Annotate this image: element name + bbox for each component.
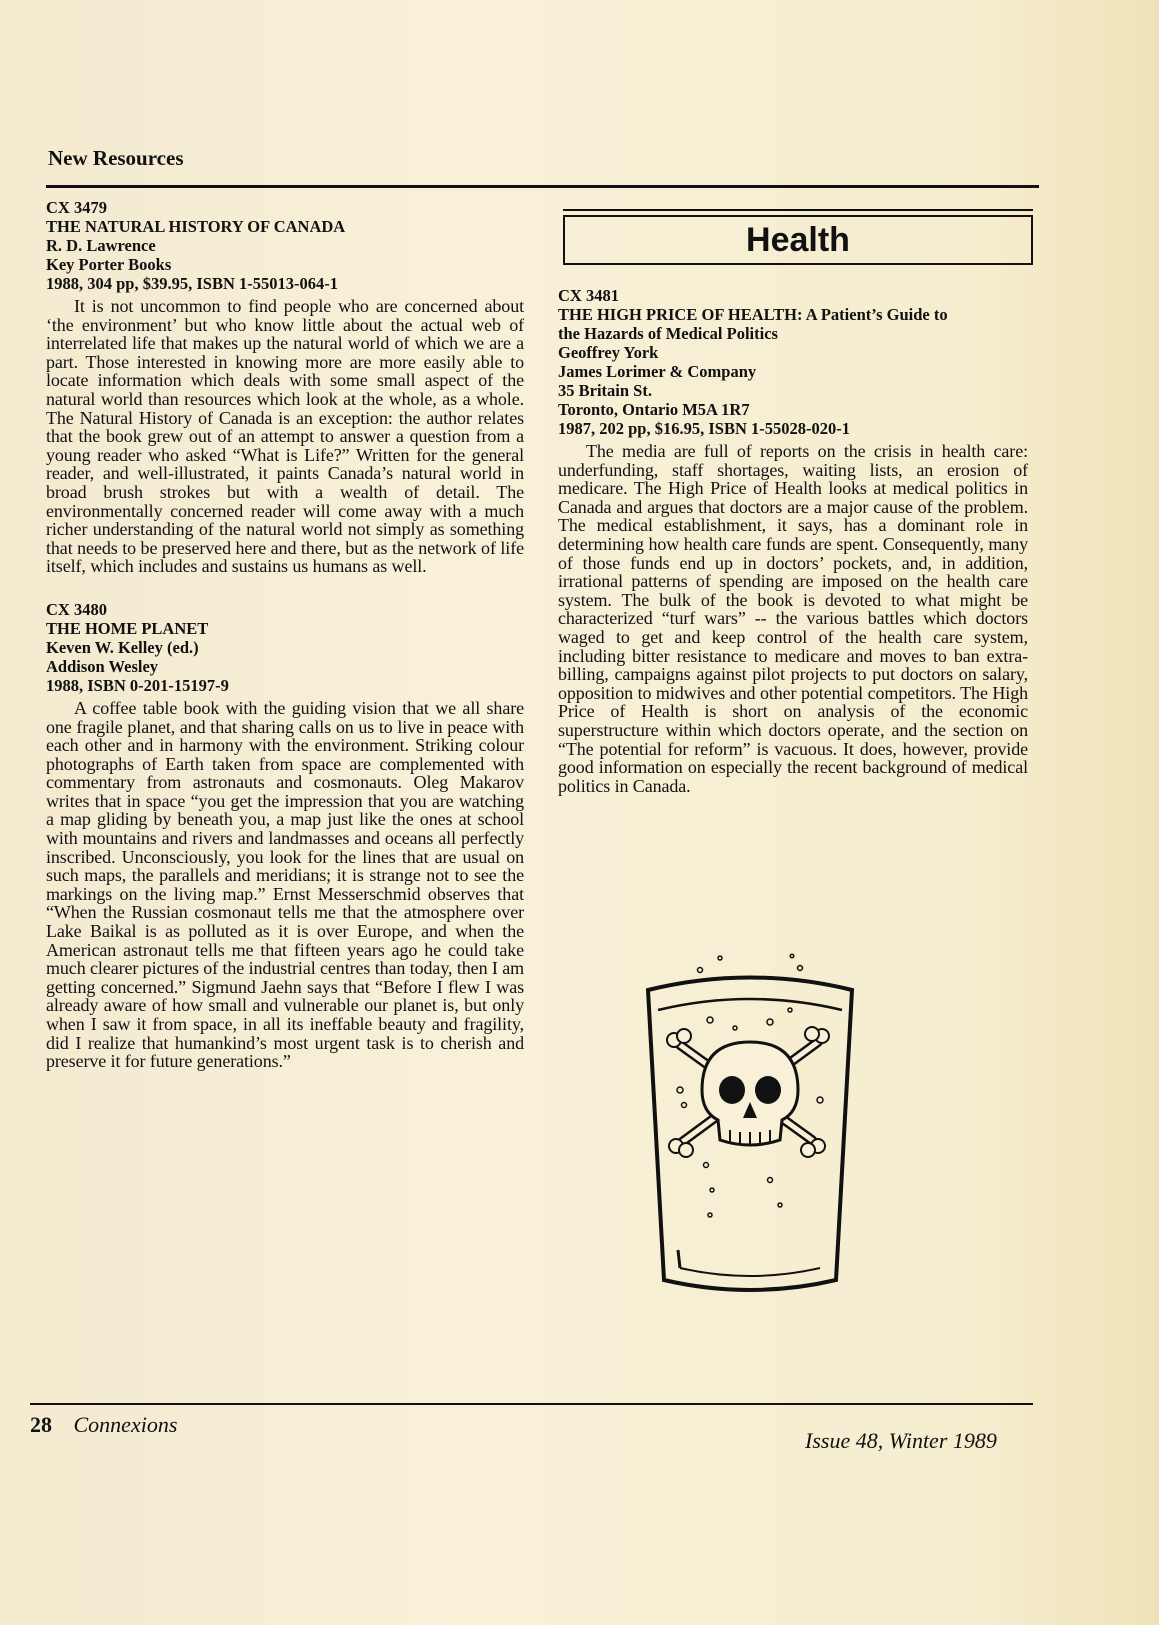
entry-cx3480: [46, 600, 524, 1071]
entry-author: R. D. Lawrence: [46, 236, 156, 255]
entry-title-cont: the Hazards of Medical Politics: [558, 324, 778, 343]
entry-cx3479: [46, 198, 524, 576]
right-column: [558, 286, 1028, 819]
entry-details: 1988, 304 pp, $39.95, ISBN 1-55013-064-1: [46, 274, 338, 293]
top-rule: [46, 185, 1039, 188]
entry-publisher: Key Porter Books: [46, 255, 172, 274]
entry-publisher: James Lorimer & Company: [558, 362, 757, 381]
section-title: New Resources: [48, 146, 184, 170]
footer-left: [30, 1412, 177, 1438]
entry-meta: [558, 286, 1028, 438]
entry-title: THE HIGH PRICE OF HEALTH: A Patient’s Guide to: [558, 305, 948, 324]
bottom-rule: [30, 1403, 1033, 1405]
entry-title: THE HOME PLANET: [46, 618, 209, 638]
entry-author: Keven W. Kelley (ed.): [46, 637, 199, 657]
entry-code: CX 3480: [46, 599, 107, 619]
page-number: 28: [30, 1412, 52, 1437]
entry-title: THE NATURAL HISTORY OF CANADA: [46, 217, 346, 236]
entry-cx3481: [558, 286, 1028, 795]
entry-review: A coffee table book with the guiding vision that we all share one fragile planet, and that sharing calls on us to live in peace with each other and in harmony with the environment. Striking colour photographs of Earth taken from space are complemented with commentary from astronauts and cosmonauts. Oleg Makarov writes that in space “you get the impression that you are watching a map gliding by beneath you, a map just like the ones at school with mountains and rivers and landmasses and oceans all perfectly inscribed. Unconsciously, you look for the lines that are usual on such maps, the parallels and meridians; it is strange not to see the markings on the living map.” Ernst Messerschmid observes that “When the Russian cosmonaut tells me that the atmosphere over Lake Baikal is as polluted as it is over Europe, and when the American astronaut tells me that fifteen years ago he could take much clearer pictures of the industrial centres than today, then I am getting concerned.” Sigmund Jaehn says that “Before I flew I was already aware of how small and vulnerable our planet is, but only when I saw it from space, in all its ineffable beauty and fragility, did I realize that humankind’s most urgent task is to cherish and preserve it for future generations.”: [46, 697, 524, 1072]
entry-meta: [46, 198, 524, 293]
entry-review: It is not uncommon to find people who are concerned about ‘the environment’ but who know little about the actual web of interrelated life that makes up the natural world of which we are a part. Those interested in knowing more are more easily able to locate information which deals with some small aspect of the natural world than resources which look at the whole, as a whole. The Natural History of Canada is an exception: the author relates that the book grew out of an attempt to answer a question from a young reader who asked “What is Life?” Written for the general reader, and well-illustrated, it paints Canada’s natural world in broad brush strokes but with a wealth of detail. The environmentally concerned reader will come away with a much richer understanding of the natural world not simply as something that needs to be preserved here and there, but as the network of life itself, which includes and sustains us humans as well.: [46, 296, 524, 577]
health-top-line: [563, 209, 1033, 211]
entry-code: CX 3479: [46, 198, 107, 217]
entry-details: 1987, 202 pp, $16.95, ISBN 1-55028-020-1: [558, 419, 850, 438]
category-heading: Health: [563, 215, 1033, 265]
skull-glass-illustration: [640, 950, 860, 1310]
entry-address: 35 Britain St.: [558, 381, 652, 400]
entry-city: Toronto, Ontario M5A 1R7: [558, 400, 750, 419]
left-column: [46, 198, 524, 1095]
publication-name: Connexions: [73, 1412, 178, 1437]
entry-review: The media are full of reports on the crisis in health care: underfunding, staff shortages, waiting lists, an erosion of medicare. The High Price of Health looks at medical politics in Canada and argues that doctors are a major cause of the problem. The medical establishment, it says, has a dominant role in determining how health care funds are spent. Consequently, many of those funds end up in doctors’ pockets, and, in addition, irrational patterns of spending are imposed on the health care system. The bulk of the book is devoted to what might be characterized “turf wars” -- the various battles which doctors waged to get and keep control of the health care system, including bitter resistance to medicare and moves to ban extra-billing, campaigns against pilot projects to put doctors on salary, opposition to midwives and other potential competitors. The High Price of Health is short on analysis of the economic superstructure within which doctors operate, and the section on “The potential for reform” is vacuous. It does, however, provide good information on especially the recent background of medical politics in Canada.: [558, 441, 1028, 796]
entry-publisher: Addison Wesley: [46, 656, 159, 676]
entry-details: 1988, ISBN 0-201-15197-9: [46, 675, 229, 695]
entry-code: CX 3481: [558, 286, 619, 305]
issue-info: Issue 48, Winter 1989: [805, 1428, 997, 1453]
entry-author: Geoffrey York: [558, 343, 659, 362]
entry-meta: [46, 600, 524, 695]
